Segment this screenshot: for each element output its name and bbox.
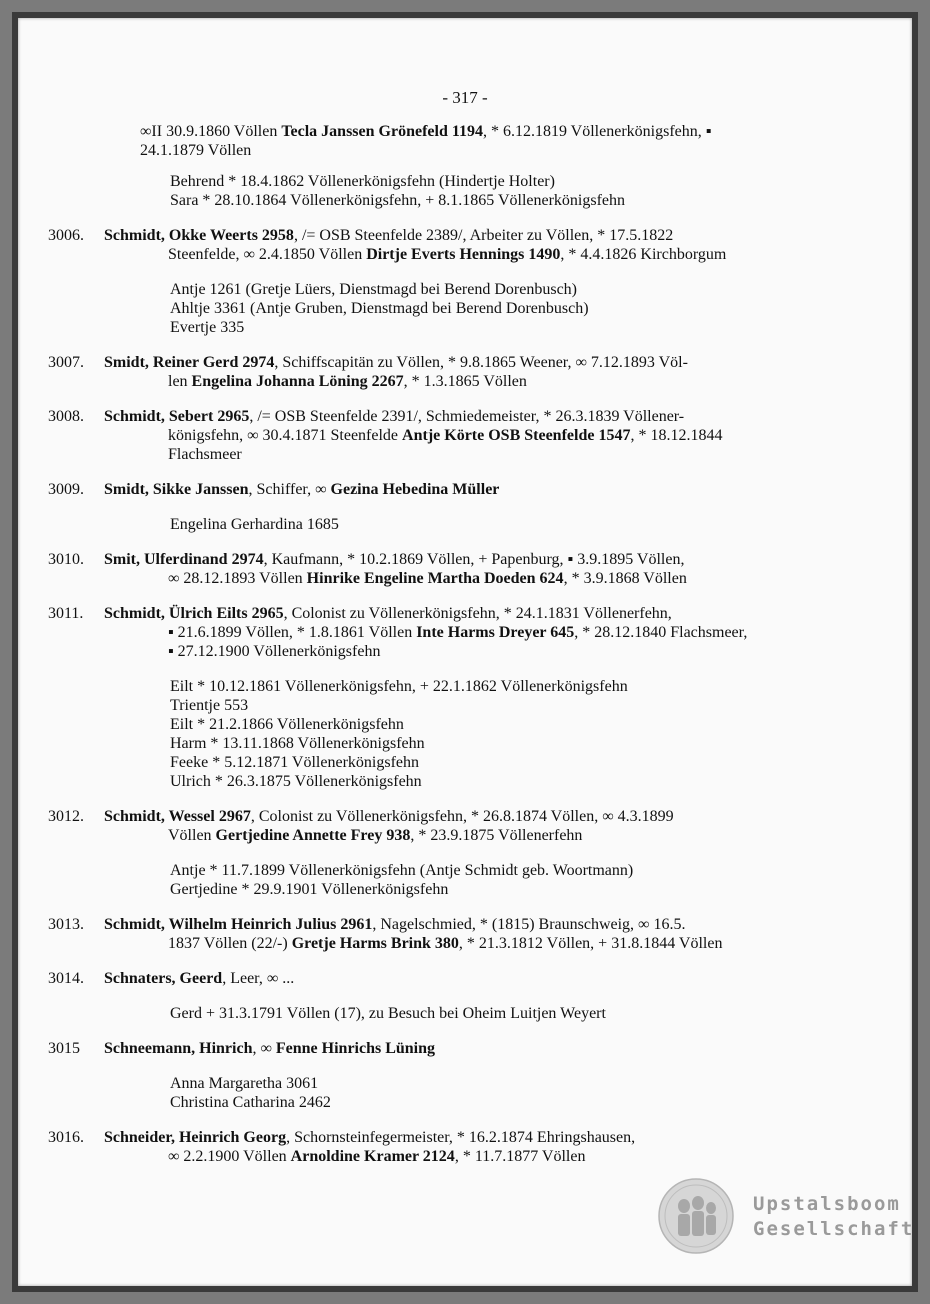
entry-details: , Kaufmann, * 10.2.1869 Völlen, + Papenburg, ▪ 3.9.1895 Völlen, — [263, 551, 685, 568]
entry-spouse: Antje Körte OSB Steenfelde 1547 — [402, 427, 631, 444]
entry-line-3: Flachsmeer — [168, 446, 242, 463]
entry-text: ∞ 28.12.1893 Völlen — [168, 570, 307, 587]
entry-text: len — [168, 373, 192, 390]
document-content — [48, 122, 868, 1182]
entry-line-2 — [168, 569, 868, 588]
child-line: Christina Catharina 2462 — [170, 1094, 331, 1111]
entry-number: 3007. — [48, 354, 84, 371]
entry-number: 3013. — [48, 916, 84, 933]
page-number: - 317 - — [442, 88, 488, 107]
entry-text: Völlen — [168, 827, 216, 844]
entry-details: , Colonist zu Völlenerkönigsfehn, * 26.8.1874 Völlen, ∞ 4.3.1899 — [250, 808, 674, 825]
entry-number: 3014. — [48, 970, 84, 987]
entry-children — [170, 515, 868, 534]
entry-name: Smidt, Reiner Gerd 2974 — [104, 354, 275, 371]
entry-children — [170, 1004, 868, 1023]
entry-line-1 — [48, 480, 868, 499]
entry-text: ▪ 21.6.1899 Völlen, * 1.8.1861 Völlen — [168, 624, 417, 641]
child-line: Gertjedine * 29.9.1901 Völlenerkönigsfehn — [170, 881, 449, 898]
entry-number: 3012. — [48, 808, 84, 825]
child-line: Anna Margaretha 3061 — [170, 1075, 319, 1092]
entry-block — [48, 1039, 868, 1112]
entry-line-1 — [48, 226, 868, 245]
child-line: Antje 1261 (Gretje Lüers, Dienstmagd bei Berend Dorenbusch) — [170, 281, 577, 298]
entry-spouse: Engelina Johanna Löning 2267 — [191, 373, 404, 390]
entry-details: , Nagelschmied, * (1815) Braunschweig, ∞ 16.5. — [372, 916, 686, 933]
entry-number: 3008. — [48, 408, 84, 425]
entry-number: 3010. — [48, 551, 84, 568]
entry-block — [48, 407, 868, 464]
society-name-line2: Gesellschaft — [753, 1218, 915, 1240]
society-name — [753, 1192, 914, 1242]
entry-block — [48, 353, 868, 391]
entry-line-1 — [48, 604, 868, 623]
document-page — [18, 18, 915, 1286]
child-line: Eilt * 10.12.1861 Völlenerkönigsfehn, + 22.1.1862 Völlenerkönigsfehn — [170, 678, 628, 695]
entry-block — [48, 226, 868, 337]
entry-block — [48, 969, 868, 1023]
entry-spouse: Dirtje Everts Hennings 1490 — [366, 246, 561, 263]
entry-block — [48, 480, 868, 534]
child-line: Ulrich * 26.3.1875 Völlenerkönigsfehn — [170, 773, 422, 790]
entry-name: Schmidt, Wilhelm Heinrich Julius 2961 — [104, 916, 373, 933]
entry-details: , Schornsteinfegermeister, * 16.2.1874 Ehringshausen, — [286, 1129, 636, 1146]
entry-number: 3006. — [48, 227, 84, 244]
entry-details: , Leer, ∞ ... — [222, 970, 295, 987]
society-name-line1: Upstalsboom — [753, 1193, 901, 1215]
entry-details: , Schiffer, ∞ — [248, 481, 331, 498]
entry-line-1 — [48, 1128, 868, 1147]
entry-line-3: ▪ 27.12.1900 Völlenerkönigsfehn — [168, 643, 381, 660]
child-line: Antje * 11.7.1899 Völlenerkönigsfehn (Antje Schmidt geb. Woortmann) — [170, 862, 634, 879]
entry-line-2 — [168, 426, 868, 445]
entry-spouse: Gezina Hebedina Müller — [330, 481, 500, 498]
entry-spouse: Inte Harms Dreyer 645 — [416, 624, 575, 641]
entry-name: Schmidt, Ülrich Eilts 2965 — [104, 605, 284, 622]
entry-children — [170, 280, 868, 337]
child-line: Evertje 335 — [170, 319, 245, 336]
entry-name: Smidt, Sikke Janssen — [104, 481, 249, 498]
child-line: Behrend * 18.4.1862 Völlenerkönigsfehn (Hindertje Holter) — [170, 173, 555, 190]
entry-number: 3016. — [48, 1129, 84, 1146]
entry-block — [48, 807, 868, 899]
entry-spouse: Hinrike Engeline Martha Doeden 624 — [306, 570, 564, 587]
society-seal-logo — [658, 1178, 734, 1254]
entry-text: , * 28.12.1840 Flachsmeer, — [574, 624, 748, 641]
entry-text: Steenfelde, ∞ 2.4.1850 Völlen — [168, 246, 367, 263]
child-line: Ahltje 3361 (Antje Gruben, Dienstmagd bei Berend Dorenbusch) — [170, 300, 589, 317]
entry-block — [48, 550, 868, 588]
entry-text: , * 11.7.1877 Völlen — [454, 1148, 586, 1165]
entry-block — [48, 1128, 868, 1166]
entry-line-1 — [48, 550, 868, 569]
entry-children — [170, 677, 868, 791]
entry-line-1 — [48, 969, 868, 988]
intro-line-1: ∞II 30.9.1860 Völlen Tecla Janssen Grönefeld 1194, * 6.12.1819 Völlenerkönigsfehn, ▪ — [140, 123, 712, 140]
child-line: Engelina Gerhardina 1685 — [170, 516, 339, 533]
entry-line-1 — [48, 915, 868, 934]
entry-text: , * 23.9.1875 Völlenerfehn — [410, 827, 583, 844]
entry-spouse: Gertjedine Annette Frey 938 — [215, 827, 411, 844]
entry-name: Schmidt, Wessel 2967 — [104, 808, 251, 825]
entry-children — [170, 1074, 868, 1112]
entry-details: , Colonist zu Völlenerkönigsfehn, * 24.1.1831 Völlenerfehn, — [283, 605, 672, 622]
entry-spouse: Gretje Harms Brink 380 — [291, 935, 459, 952]
entry-line-2 — [168, 934, 868, 953]
entries-list — [48, 226, 868, 1166]
entry-spouse: Arnoldine Kramer 2124 — [290, 1148, 455, 1165]
entry-line-2 — [168, 826, 868, 845]
entry-text: , * 1.3.1865 Völlen — [403, 373, 527, 390]
entry-children — [170, 861, 868, 899]
entry-name: Schmidt, Okke Weerts 2958 — [104, 227, 294, 244]
entry-spouse: Fenne Hinrichs Lüning — [275, 1040, 436, 1057]
entry-text: 1837 Völlen (22/-) — [168, 935, 292, 952]
entry-line-1 — [48, 807, 868, 826]
child-line: Harm * 13.11.1868 Völlenerkönigsfehn — [170, 735, 425, 752]
intro-line-2: 24.1.1879 Völlen — [140, 142, 252, 159]
entry-line-1 — [48, 407, 868, 426]
intro-children — [170, 172, 868, 210]
entry-line-1 — [48, 353, 868, 372]
child-line: Eilt * 21.2.1866 Völlenerkönigsfehn — [170, 716, 404, 733]
entry-text: , * 4.4.1826 Kirchborgum — [560, 246, 727, 263]
child-line: Trientje 553 — [170, 697, 249, 714]
entry-name: Schneider, Heinrich Georg — [104, 1129, 287, 1146]
entry-text: königsfehn, ∞ 30.4.1871 Steenfelde — [168, 427, 403, 444]
entry-name: Schnaters, Geerd — [104, 970, 223, 987]
entry-name: Smit, Ulferdinand 2974 — [104, 551, 264, 568]
entry-name: Schneemann, Hinrich — [104, 1040, 253, 1057]
entry-number: 3011. — [48, 605, 84, 622]
entry-details: , ∞ — [252, 1040, 276, 1057]
entry-text: , * 21.3.1812 Völlen, + 31.8.1844 Völlen — [458, 935, 723, 952]
entry-name: Schmidt, Sebert 2965 — [104, 408, 250, 425]
entry-block — [48, 915, 868, 953]
entry-line-2 — [168, 1147, 868, 1166]
child-line: Feeke * 5.12.1871 Völlenerkönigsfehn — [170, 754, 419, 771]
entry-number: 3009. — [48, 481, 84, 498]
entry-line-2 — [168, 245, 868, 264]
entry-details: , /= OSB Steenfelde 2391/, Schmiedemeister, * 26.3.1839 Völlener- — [249, 408, 685, 425]
entry-details: , /= OSB Steenfelde 2389/, Arbeiter zu Völlen, * 17.5.1822 — [293, 227, 674, 244]
entry-block — [48, 604, 868, 791]
child-line: Sara * 28.10.1864 Völlenerkönigsfehn, + 8.1.1865 Völlenerkönigsfehn — [170, 192, 626, 209]
entry-line-2 — [168, 372, 868, 391]
child-line: Gerd + 31.3.1791 Völlen (17), zu Besuch bei Oheim Luitjen Weyert — [170, 1005, 606, 1022]
entry-number: 3015 — [48, 1040, 80, 1057]
entry-text: , * 18.12.1844 — [630, 427, 723, 444]
entry-line-1 — [48, 1039, 868, 1058]
intro-block — [48, 122, 868, 210]
entry-text: ∞ 2.2.1900 Völlen — [168, 1148, 291, 1165]
entry-line-2 — [168, 623, 868, 642]
entry-details: , Schiffscapitän zu Völlen, * 9.8.1865 Weener, ∞ 7.12.1893 Völ- — [274, 354, 688, 371]
entry-text: , * 3.9.1868 Völlen — [563, 570, 687, 587]
